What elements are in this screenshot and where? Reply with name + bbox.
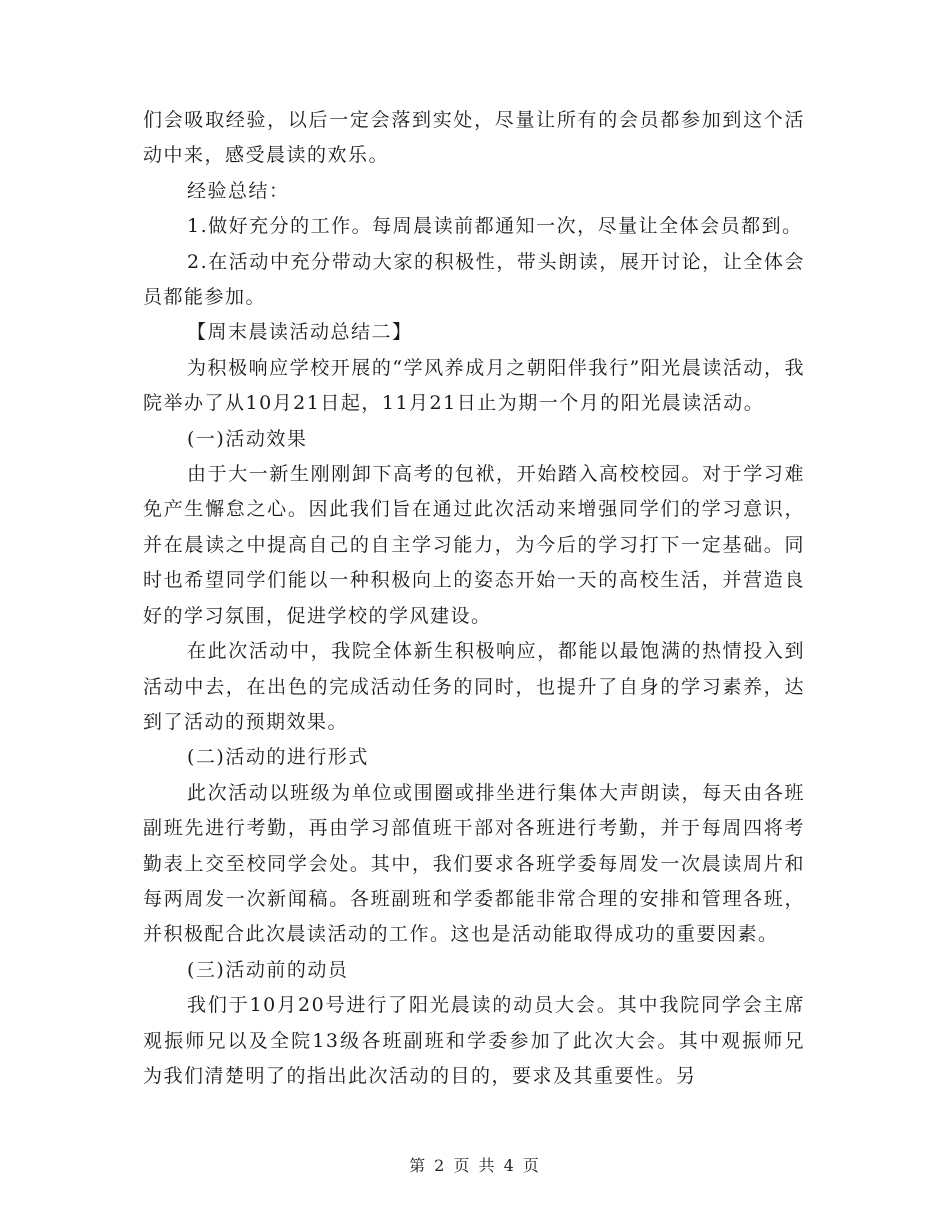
paragraph: 2.在活动中充分带动大家的积极性，带头朗读，展开讨论，让全体会员都能参加。 — [143, 250, 805, 309]
paragraph: 经验总结： — [187, 179, 290, 202]
paragraph: 我们于10月20号进行了阳光晨读的动员大会。其中我院同学会主席观振师兄以及全院13级各班副班和学委参加了此次大会。其中观振师兄为我们清楚明了的指出此次活动的目的，要求及其重要性。另 — [143, 994, 805, 1087]
paragraph: 们会吸取经验，以后一定会落到实处，尽量让所有的会员都参加到这个活动中来，感受晨读的欢乐。 — [143, 109, 805, 167]
paragraph: 由于大一新生刚刚卸下高考的包袱，开始踏入高校校园。对于学习难免产生懈怠之心。因此我们旨在通过此次活动来增强同学们的学习意识，并在晨读之中提高自己的自主学习能力，为今后的学习打下一定基础。同时也希望同学们能以一种积极向上的姿态开始一天的高校生活，并营造良好的学习氛围，促进学校的学风建设。 — [143, 463, 805, 627]
page-footer: 第 2 页 共 4 页 — [409, 1156, 541, 1175]
subsection-heading: (二)活动的进行形式 — [187, 746, 369, 769]
document-body — [143, 103, 805, 1094]
paragraph: 为积极响应学校开展的“学风养成月之朝阳伴我行”阳光晨读活动，我院举办了从10月21日起，11月21日止为期一个月的阳光晨读活动。 — [143, 356, 805, 415]
subsection-heading: (一)活动效果 — [187, 427, 308, 450]
paragraph: 在此次活动中，我院全体新生积极响应，都能以最饱满的热情投入到活动中去，在出色的完成活动任务的同时，也提升了自身的学习素养，达到了活动的预期效果。 — [143, 640, 805, 733]
paragraph: 此次活动以班级为单位或围圈或排坐进行集体大声朗读，每天由各班副班先进行考勤，再由学习部值班干部对各班进行考勤，并于每周四将考勤表上交至校同学会处。其中，我们要求各班学委每周发一次晨读周片和每两周发一次新闻稿。各班副班和学委都能非常合理的安排和管理各班，并积极配合此次晨读活动的工作。这也是活动能取得成功的重要因素。 — [143, 781, 805, 946]
paragraph: 1.做好充分的工作。每周晨读前都通知一次，尽量让全体会员都到。 — [187, 215, 803, 238]
section-heading: 【周末晨读活动总结二】 — [187, 321, 413, 344]
subsection-heading: (三)活动前的动员 — [187, 958, 349, 981]
